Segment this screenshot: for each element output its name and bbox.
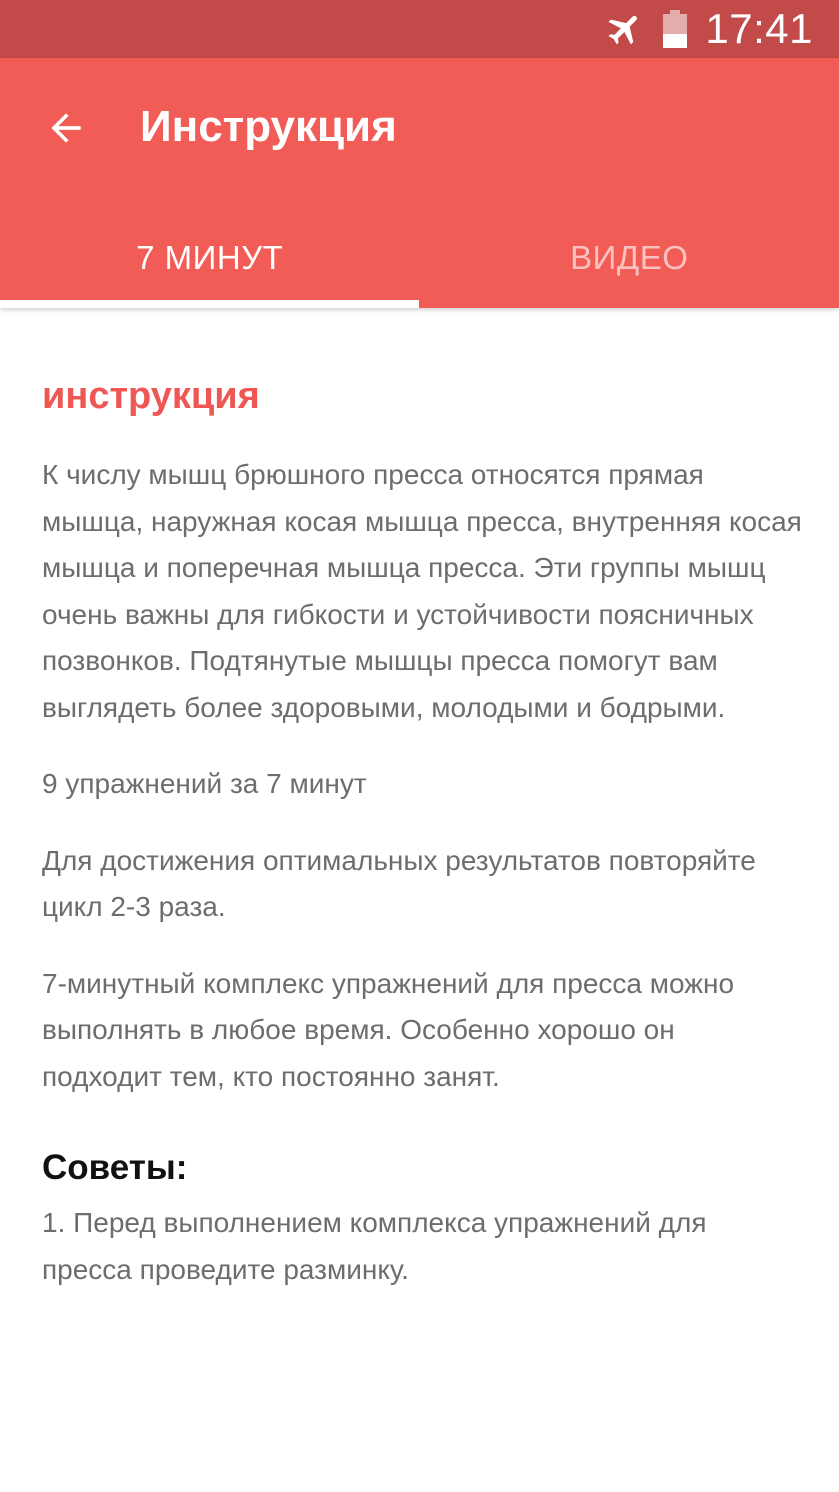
section-heading: инструкция — [42, 375, 260, 417]
tip-item: 1. Перед выполнением комплекса упражнений для пресса проведите разминку. — [42, 1207, 707, 1285]
tab-label: ВИДЕО — [570, 239, 689, 276]
tab-video[interactable] — [420, 208, 839, 308]
back-button[interactable] — [28, 90, 104, 166]
status-bar — [0, 0, 839, 58]
tips-heading: Советы: — [42, 1148, 188, 1187]
app-bar — [0, 58, 839, 308]
status-time: 17:41 — [705, 5, 813, 52]
tab-label: 7 МИНУТ — [136, 239, 284, 276]
tab-indicator — [0, 300, 419, 308]
battery-icon — [663, 10, 687, 48]
page-title: Инструкция — [140, 102, 397, 151]
airplane-icon — [605, 9, 645, 49]
status-icons — [605, 0, 813, 58]
intro-paragraph: К числу мышц брюшного пресса относятся прямая мышца, наружная косая мышца пресса, внутренняя косая мышца и поперечная мышца пресса. Эти группы мышц очень важны для гибкости и устойчивости поясничных позвонков. Подтянутые мышцы пресса помогут вам выглядеть более здоровыми, молодыми и бодрыми. — [42, 459, 802, 723]
tab-7-minutes[interactable] — [0, 208, 420, 308]
exercise-count-paragraph: 9 упражнений за 7 минут — [42, 768, 367, 799]
instruction-content — [42, 366, 802, 1323]
repeat-paragraph: Для достижения оптимальных результатов повторяйте цикл 2-3 раза. — [42, 844, 756, 922]
schedule-paragraph: 7-минутный комплекс упражнений для пресса можно выполнять в любое время. Особенно хорошо он подходит тем, кто постоянно занят. — [42, 967, 735, 1092]
tab-bar — [0, 208, 839, 308]
arrow-left-icon — [44, 106, 88, 150]
